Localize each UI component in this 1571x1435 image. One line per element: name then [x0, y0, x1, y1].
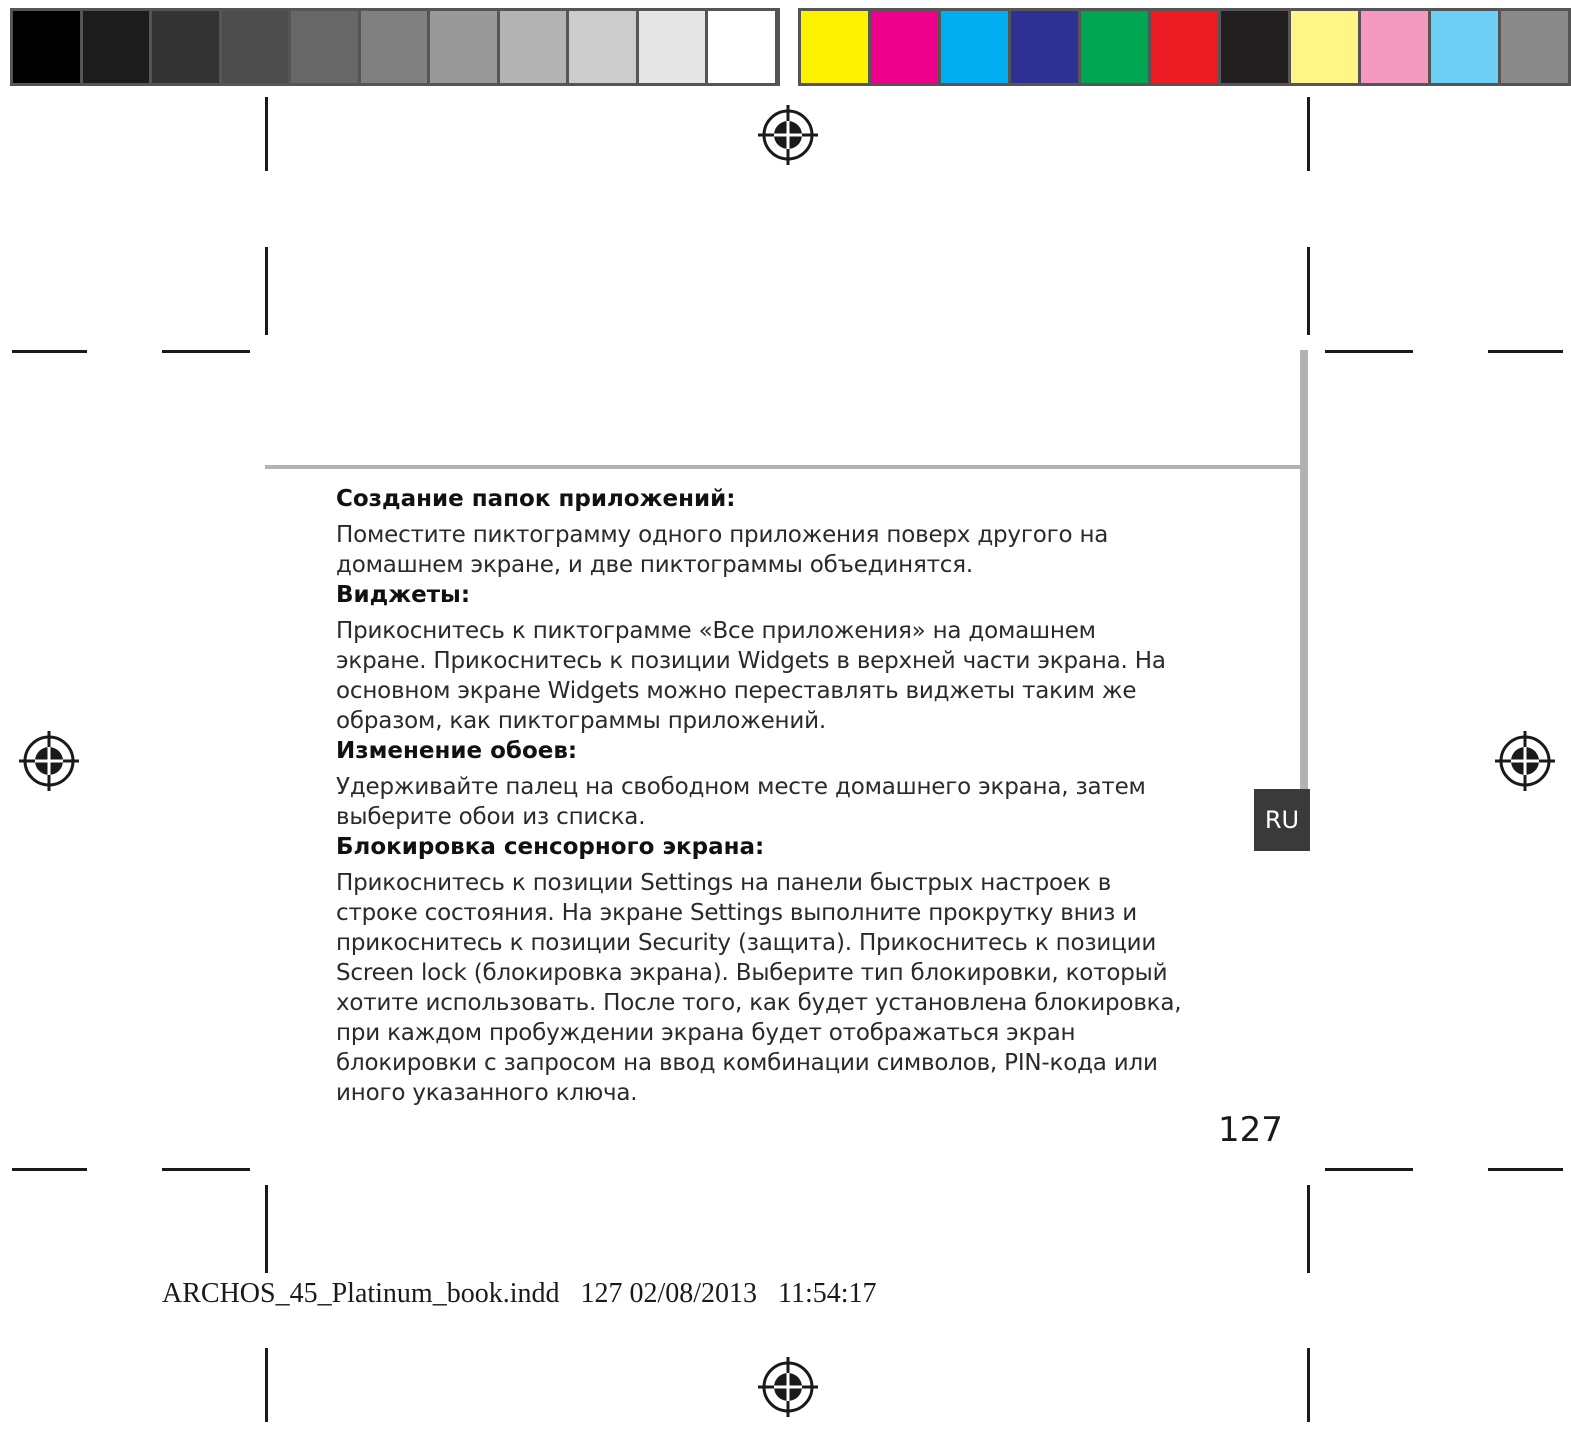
section-text-line: основном экране Widgets можно переставлять виджеты таким же [336, 678, 1137, 704]
section-text-line: домашнем экране, и две пиктограммы объединятся. [336, 552, 973, 578]
section-text-line: выберите обои из списка. [336, 804, 646, 830]
registration-mark-icon [17, 729, 81, 793]
section-text-line: хотите использовать. После того, как будет установлена блокировка, [336, 990, 1182, 1016]
crop-mark [265, 97, 268, 171]
color-swatch [941, 11, 1008, 83]
crop-mark [1488, 350, 1563, 353]
color-swatch [361, 11, 428, 83]
crop-mark [1307, 247, 1310, 335]
color-swatch [708, 11, 775, 83]
color-swatch [1501, 11, 1568, 83]
section-text-line: строке состояния. На экране Settings выполните прокрутку вниз и [336, 900, 1138, 926]
color-swatch [152, 11, 219, 83]
crop-mark [265, 247, 268, 335]
section-text-line: Прикоснитесь к позиции Settings на панели быстрых настроек в [336, 870, 1112, 896]
color-swatch [1431, 11, 1498, 83]
section-widgets [336, 580, 1246, 736]
section-wallpaper [336, 736, 1246, 832]
registration-mark-icon [756, 1355, 820, 1419]
crop-mark [265, 1185, 268, 1273]
section-app-folders [336, 484, 1246, 580]
crop-mark [12, 1168, 87, 1171]
page-content [336, 484, 1246, 1108]
color-swatch [1151, 11, 1218, 83]
color-swatch [291, 11, 358, 83]
color-swatch [430, 11, 497, 83]
section-text-line: при каждом пробуждении экрана будет отображаться экран [336, 1020, 1076, 1046]
section-heading: Виджеты: [336, 582, 471, 608]
section-text-line: прикоснитесь к позиции Security (защита). Прикоснитесь к позиции [336, 930, 1157, 956]
color-swatch [1011, 11, 1078, 83]
registration-mark-icon [756, 103, 820, 167]
color-swatch [1221, 11, 1288, 83]
section-text-line: Screen lock (блокировка экрана). Выберите тип блокировки, который [336, 960, 1168, 986]
crop-mark [1307, 1348, 1310, 1422]
section-text-line: Прикоснитесь к пиктограмме «Все приложения» на домашнем [336, 618, 1096, 644]
color-swatch [83, 11, 150, 83]
language-tab: RU [1254, 789, 1310, 851]
print-slug: ARCHOS_45_Platinum_book.indd 127 02/08/2013 11:54:17 [162, 1278, 877, 1309]
color-swatch [639, 11, 706, 83]
section-heading: Изменение обоев: [336, 738, 578, 764]
crop-mark [1307, 1185, 1310, 1273]
process-color-bar [798, 8, 1571, 86]
crop-mark [162, 1168, 250, 1171]
color-swatch [13, 11, 80, 83]
crop-mark [1307, 97, 1310, 171]
side-rule [1300, 350, 1308, 790]
section-text-line: Удерживайте палец на свободном месте домашнего экрана, затем [336, 774, 1146, 800]
color-swatch [1361, 11, 1428, 83]
crop-mark [12, 350, 87, 353]
color-swatch [871, 11, 938, 83]
color-swatch [1291, 11, 1358, 83]
crop-mark [1488, 1168, 1563, 1171]
crop-mark [265, 1348, 268, 1422]
section-screen-lock [336, 832, 1246, 1108]
grayscale-color-bar [10, 8, 780, 86]
crop-mark [1325, 350, 1413, 353]
section-text-line: Поместите пиктограмму одного приложения поверх другого на [336, 522, 1109, 548]
registration-mark-icon [1493, 729, 1557, 793]
color-swatch [801, 11, 868, 83]
section-heading: Блокировка сенсорного экрана: [336, 834, 765, 860]
section-text-line: экране. Прикоснитесь к позиции Widgets в верхней части экрана. На [336, 648, 1166, 674]
crop-mark [1325, 1168, 1413, 1171]
color-swatch [222, 11, 289, 83]
color-swatch [1081, 11, 1148, 83]
section-text-line: образом, как пиктограммы приложений. [336, 708, 826, 734]
header-rule [265, 465, 1305, 469]
page-number: 127 [1218, 1110, 1283, 1150]
crop-mark [162, 350, 250, 353]
section-text-line: блокировки с запросом на ввод комбинации символов, PIN-кода или [336, 1050, 1158, 1076]
color-swatch [500, 11, 567, 83]
color-swatch [569, 11, 636, 83]
section-text-line: иного указанного ключа. [336, 1080, 638, 1106]
section-heading: Создание папок приложений: [336, 486, 736, 512]
